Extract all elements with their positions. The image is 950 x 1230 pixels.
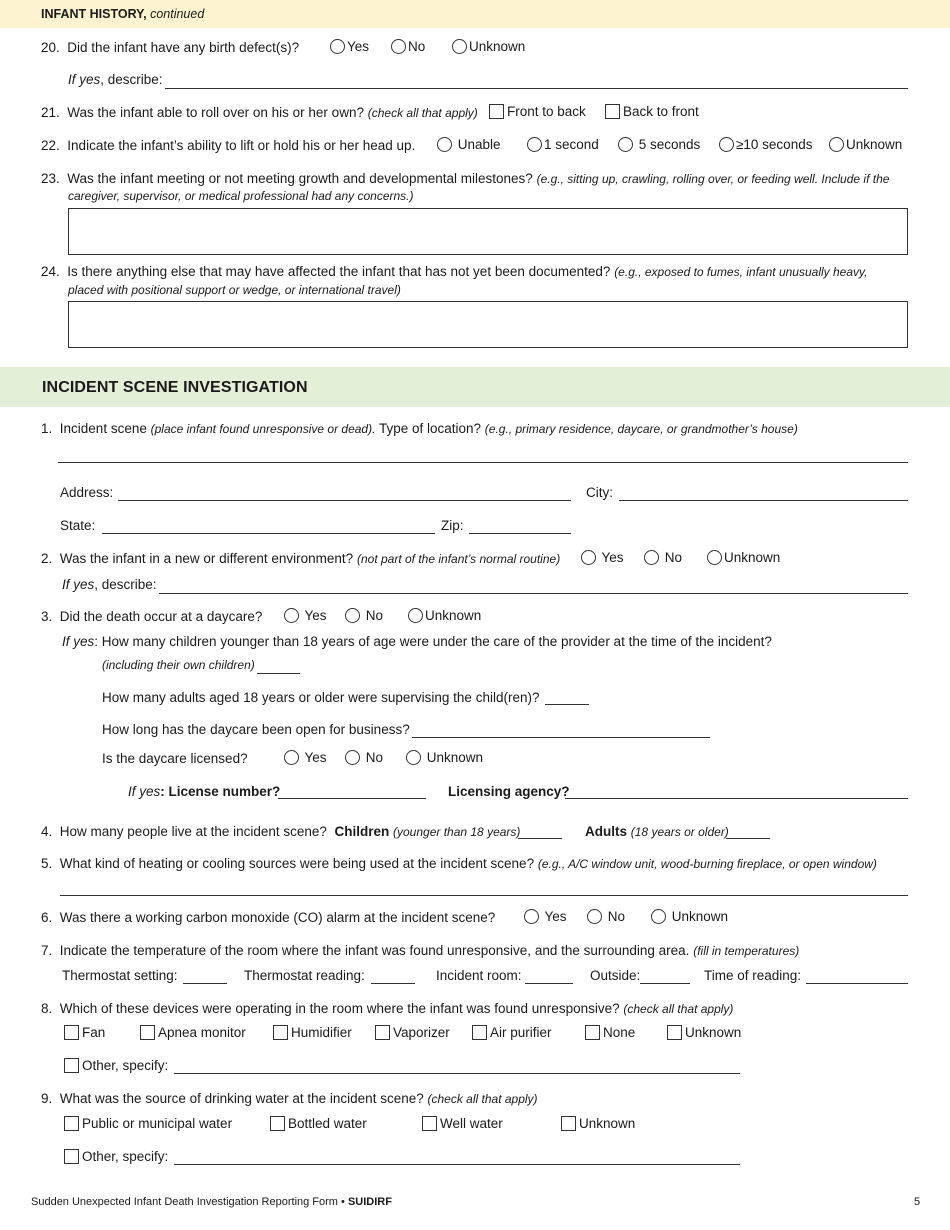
radio-icon[interactable]	[524, 909, 539, 924]
checkbox-icon[interactable]	[270, 1116, 285, 1131]
i7-thermostat-setting-label: Thermostat setting:	[62, 968, 178, 983]
i6-label: 6. Was there a working carbon monoxide (CO) alarm at the incident scene?	[41, 910, 496, 925]
i4-adults-label: Adults (18 years or older)	[585, 824, 729, 839]
q23-label: 23. Was the infant meeting or not meeting growth and developmental milestones? (e.g., sitting up, crawling, rolling over, or feeding well. Include if the	[41, 171, 890, 186]
i2-option-no[interactable]: No	[644, 550, 682, 565]
radio-icon[interactable]	[345, 750, 360, 765]
i3-license-number-field[interactable]	[278, 798, 426, 799]
q24-answer-box[interactable]	[68, 301, 908, 348]
i8-option-other[interactable]: Other, specify:	[64, 1058, 168, 1073]
radio-icon[interactable]	[345, 608, 360, 623]
q21-option-back-to-front[interactable]: Back to front	[605, 104, 699, 119]
i3-licensed-label: Is the daycare licensed?	[102, 751, 248, 766]
i7-thermostat-reading-label: Thermostat reading:	[244, 968, 365, 983]
i7-time-label: Time of reading:	[704, 968, 802, 983]
radio-icon[interactable]	[408, 608, 423, 623]
q23-answer-box[interactable]	[68, 208, 908, 255]
i8-option-air-purifier[interactable]: Air purifier	[472, 1025, 552, 1040]
i3-license-number-label: If yes: License number?	[128, 784, 281, 799]
radio-icon[interactable]	[587, 909, 602, 924]
q22-option-10-seconds[interactable]: ≥10 seconds	[719, 137, 812, 152]
checkbox-icon[interactable]	[585, 1025, 600, 1040]
q20-option-unknown[interactable]: Unknown	[452, 39, 525, 54]
i8-label: 8. Which of these devices were operating in the room where the infant was found unresponsive? (check all that apply)	[41, 1001, 734, 1016]
checkbox-icon[interactable]	[64, 1149, 79, 1164]
radio-icon[interactable]	[829, 137, 844, 152]
i2-option-unknown[interactable]: Unknown	[707, 550, 780, 565]
checkbox-icon[interactable]	[273, 1025, 288, 1040]
i7-thermostat-reading-field[interactable]	[371, 983, 415, 984]
radio-icon[interactable]	[406, 750, 421, 765]
i3-adults-label: How many adults aged 18 years or older were supervising the child(ren)?	[102, 690, 540, 705]
i8-option-fan[interactable]: Fan	[64, 1025, 105, 1040]
i7-time-field[interactable]	[806, 983, 908, 984]
checkbox-icon[interactable]	[140, 1025, 155, 1040]
i3-licensed-option-yes[interactable]: Yes	[284, 750, 327, 765]
footer-form-name: Sudden Unexpected Infant Death Investigation Reporting Form • SUIDIRF	[31, 1196, 392, 1208]
i3-licensed-option-unknown[interactable]: Unknown	[406, 750, 483, 765]
q22-option-1-second[interactable]: 1 second	[527, 137, 599, 152]
i3-option-no[interactable]: No	[345, 608, 383, 623]
i4-label: 4. How many people live at the incident scene? Children (younger than 18 years)	[41, 824, 521, 839]
i3-children-label: If yes: How many children younger than 18 years of age were under the care of the provider at the time of the incident?	[62, 634, 772, 649]
i3-agency-label: Licensing agency?	[448, 784, 570, 799]
i8-option-humidifier[interactable]: Humidifier	[273, 1025, 352, 1040]
i1-zip-label: Zip:	[441, 518, 464, 533]
i5-label: 5. What kind of heating or cooling sources were being used at the incident scene? (e.g., A/C window unit, wood-burning fireplace, or open window)	[41, 856, 877, 871]
q20-describe-field[interactable]	[165, 88, 908, 89]
i3-licensed-option-no[interactable]: No	[345, 750, 383, 765]
checkbox-icon[interactable]	[64, 1058, 79, 1073]
i8-option-apnea-monitor[interactable]: Apnea monitor	[140, 1025, 246, 1040]
checkbox-icon[interactable]	[375, 1025, 390, 1040]
checkbox-icon[interactable]	[667, 1025, 682, 1040]
i9-option-well-water[interactable]: Well water	[422, 1116, 503, 1131]
i1-state-field[interactable]	[102, 533, 435, 534]
q21-option-front-to-back[interactable]: Front to back	[489, 104, 586, 119]
i3-option-yes[interactable]: Yes	[284, 608, 327, 623]
i3-option-unknown[interactable]: Unknown	[408, 608, 481, 623]
q20-option-yes[interactable]: Yes	[330, 39, 369, 54]
q21-label: 21. Was the infant able to roll over on his or her own? (check all that apply)	[41, 105, 478, 120]
i9-label: 9. What was the source of drinking water at the incident scene? (check all that apply)	[41, 1091, 538, 1106]
q22-option-unable[interactable]: Unable	[437, 137, 501, 152]
i2-label: 2. Was the infant in a new or different environment? (not part of the infant’s normal routine)	[41, 551, 561, 566]
i1-address-field[interactable]	[118, 500, 571, 501]
radio-icon[interactable]	[527, 137, 542, 152]
q20-label: 20. Did the infant have any birth defect(s)?	[41, 40, 300, 55]
footer-page-number: 5	[914, 1196, 921, 1208]
i6-option-yes[interactable]: Yes	[524, 909, 567, 924]
radio-icon[interactable]	[284, 608, 299, 623]
i7-incident-room-label: Incident room:	[436, 968, 522, 983]
radio-icon[interactable]	[707, 550, 722, 565]
i9-option-public-water[interactable]: Public or municipal water	[64, 1116, 232, 1131]
i6-option-no[interactable]: No	[587, 909, 625, 924]
i8-option-none[interactable]: None	[585, 1025, 635, 1040]
i5-answer-field[interactable]	[60, 895, 908, 896]
i2-option-yes[interactable]: Yes	[581, 550, 624, 565]
i8-other-field[interactable]	[174, 1073, 740, 1074]
checkbox-icon[interactable]	[472, 1025, 487, 1040]
section-header	[41, 7, 204, 21]
i9-option-unknown[interactable]: Unknown	[561, 1116, 635, 1131]
i9-option-other[interactable]: Other, specify:	[64, 1149, 168, 1164]
i3-children-field[interactable]	[257, 673, 300, 674]
q22-label: 22. Indicate the infant’s ability to lift or hold his or her head up.	[41, 138, 416, 153]
i8-option-vaporizer[interactable]: Vaporizer	[375, 1025, 450, 1040]
i1-address-label: Address:	[60, 485, 114, 500]
i7-outside-label: Outside:	[590, 968, 641, 983]
checkbox-icon[interactable]	[605, 104, 620, 119]
checkbox-icon[interactable]	[64, 1116, 79, 1131]
checkbox-icon[interactable]	[422, 1116, 437, 1131]
radio-icon[interactable]	[651, 909, 666, 924]
radio-icon[interactable]	[644, 550, 659, 565]
radio-icon[interactable]	[330, 39, 345, 54]
i2-describe-label: If yes, describe:	[62, 577, 157, 592]
i9-other-field[interactable]	[174, 1164, 740, 1165]
i3-agency-field[interactable]	[565, 798, 908, 799]
i1-zip-field[interactable]	[469, 533, 571, 534]
i1-city-label: City:	[586, 485, 613, 500]
q24-hint: placed with positional support or wedge, or international travel)	[68, 283, 401, 297]
radio-icon[interactable]	[618, 137, 633, 152]
radio-icon[interactable]	[284, 750, 299, 765]
radio-icon[interactable]	[719, 137, 734, 152]
i2-describe-field[interactable]	[159, 593, 908, 594]
q22-option-unknown[interactable]: Unknown	[829, 137, 902, 152]
radio-icon[interactable]	[391, 39, 406, 54]
section-header-label: INFANT HISTORY,	[41, 7, 147, 21]
checkbox-icon[interactable]	[561, 1116, 576, 1131]
i7-thermostat-setting-field[interactable]	[183, 983, 227, 984]
radio-icon[interactable]	[581, 550, 596, 565]
q24-label: 24. Is there anything else that may have affected the infant that has not yet been documented? (e.g., exposed to fumes, infant unusually heavy,	[41, 264, 868, 279]
q23-hint: caregiver, supervisor, or medical professional had any concerns.)	[68, 189, 414, 203]
checkbox-icon[interactable]	[64, 1025, 79, 1040]
i1-city-field[interactable]	[619, 500, 908, 501]
i9-option-bottled-water[interactable]: Bottled water	[270, 1116, 367, 1131]
section-header-continued: continued	[150, 7, 205, 21]
i6-option-unknown[interactable]: Unknown	[651, 909, 728, 924]
checkbox-icon[interactable]	[489, 104, 504, 119]
i3-label: 3. Did the death occur at a daycare?	[41, 609, 263, 624]
q20-option-no[interactable]: No	[391, 39, 425, 54]
i1-location-field[interactable]	[58, 462, 908, 463]
i7-outside-field[interactable]	[640, 983, 690, 984]
i7-incident-room-field[interactable]	[525, 983, 573, 984]
i4-children-field[interactable]	[518, 838, 562, 839]
i8-option-unknown[interactable]: Unknown	[667, 1025, 741, 1040]
q20-describe-label: If yes, describe:	[68, 72, 163, 87]
i3-adults-field[interactable]	[545, 704, 589, 705]
i1-state-label: State:	[60, 518, 96, 533]
i7-label: 7. Indicate the temperature of the room where the infant was found unresponsive, and the surrounding area. (fill in temperatures)	[41, 943, 800, 958]
i3-children-hint: (including their own children)	[102, 658, 255, 672]
radio-icon[interactable]	[437, 137, 452, 152]
i1-label: 1. Incident scene (place infant found unresponsive or dead). Type of location? (e.g., primary residence, daycare, or grandmother’s house)	[41, 421, 798, 436]
i3-open-label: How long has the daycare been open for business?	[102, 722, 410, 737]
incident-section-title: INCIDENT SCENE INVESTIGATION	[42, 379, 308, 396]
q22-option-5-seconds[interactable]: 5 seconds	[618, 137, 700, 152]
i3-open-field[interactable]	[412, 737, 710, 738]
i4-adults-field[interactable]	[726, 838, 770, 839]
radio-icon[interactable]	[452, 39, 467, 54]
